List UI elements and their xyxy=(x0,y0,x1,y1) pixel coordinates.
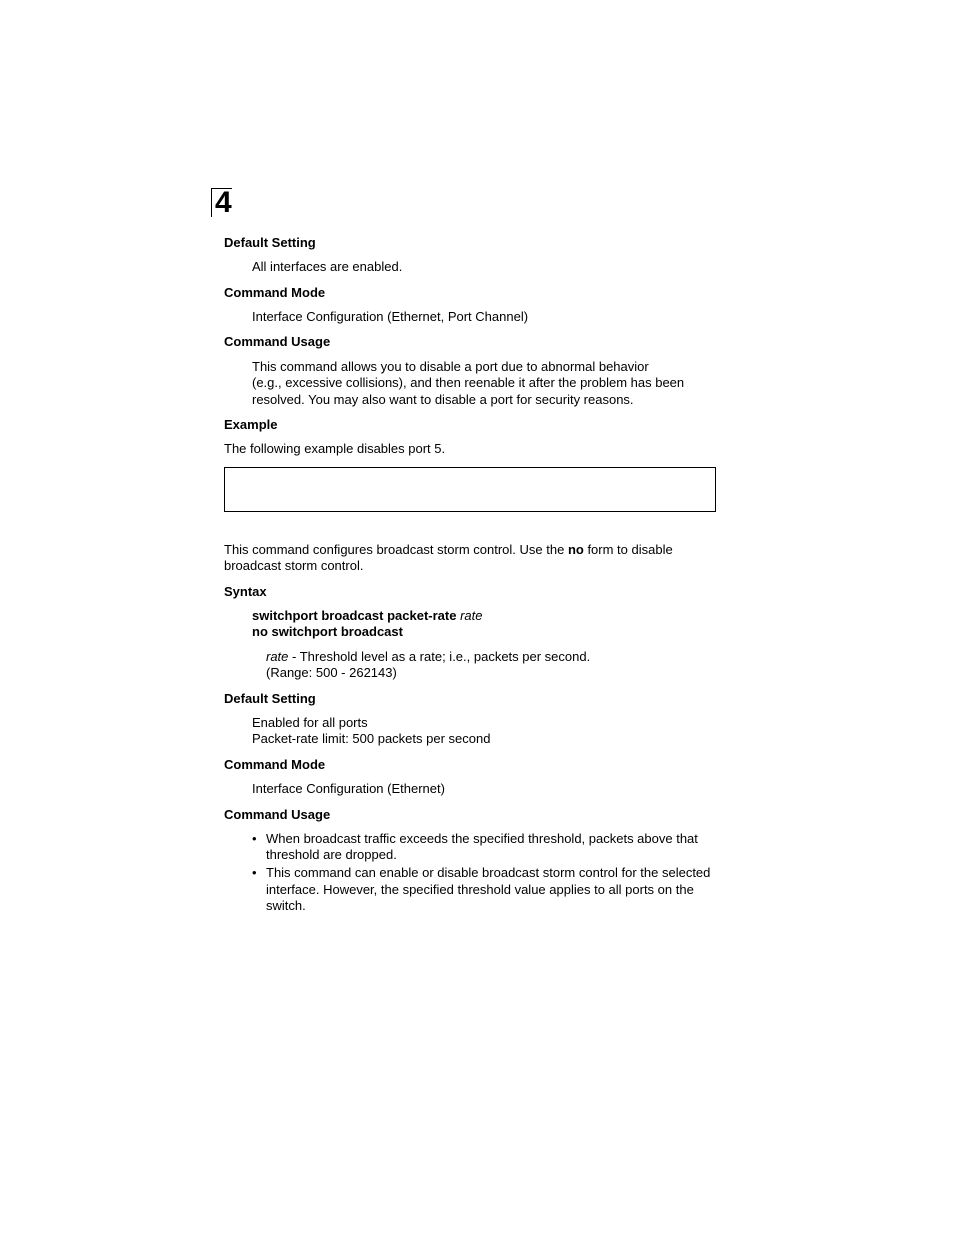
default-setting-line: Enabled for all ports xyxy=(252,715,368,730)
default-setting-line: Packet-rate limit: 500 packets per second xyxy=(252,731,491,746)
command-usage-heading-2: Command Usage xyxy=(224,807,331,822)
bullet-item-line: threshold are dropped. xyxy=(266,847,397,862)
bullet-item-line: switch. xyxy=(266,898,306,913)
default-setting-text: All interfaces are enabled. xyxy=(252,259,403,274)
default-setting-heading-2: Default Setting xyxy=(224,691,316,706)
command-usage-line: This command allows you to disable a port due to abnormal behavior xyxy=(252,359,649,374)
parameter-description: rate - Threshold level as a rate; i.e., packets per second. xyxy=(266,649,591,664)
default-setting-heading: Default Setting xyxy=(224,235,316,250)
syntax-command-1: switchport broadcast packet-rate rate xyxy=(252,608,483,623)
bullet-item-line: This command can enable or disable broadcast storm control for the selected xyxy=(266,865,711,880)
chapter-number: 4 xyxy=(211,188,232,217)
command-mode-heading: Command Mode xyxy=(224,285,326,300)
bullet-item-line: When broadcast traffic exceeds the specified threshold, packets above that xyxy=(266,831,698,846)
syntax-heading: Syntax xyxy=(224,584,267,599)
command-usage-line: (e.g., excessive collisions), and then reenable it after the problem has been xyxy=(252,375,685,390)
bullet-item-line: interface. However, the specified threshold value applies to all ports on the xyxy=(266,882,694,897)
parameter-range: (Range: 500 - 262143) xyxy=(266,665,397,680)
syntax-command-2: no switchport broadcast xyxy=(252,624,403,639)
example-heading: Example xyxy=(224,417,278,432)
bullet-marker: • xyxy=(252,831,257,846)
no-keyword: no xyxy=(567,542,584,557)
command-usage-line: resolved. You may also want to disable a port for security reasons. xyxy=(252,392,634,407)
bullet-marker: • xyxy=(252,865,257,880)
intro-paragraph: This command configures broadcast storm control. Use the no form to disable xyxy=(224,542,673,557)
command-mode-text-2: Interface Configuration (Ethernet) xyxy=(252,781,445,796)
intro-paragraph-line2: broadcast storm control. xyxy=(224,558,364,573)
command-mode-heading-2: Command Mode xyxy=(224,757,326,772)
command-mode-text: Interface Configuration (Ethernet, Port Channel) xyxy=(252,309,529,324)
command-usage-heading: Command Usage xyxy=(224,334,331,349)
example-text: The following example disables port 5. xyxy=(224,441,446,456)
example-code-box xyxy=(224,467,716,512)
